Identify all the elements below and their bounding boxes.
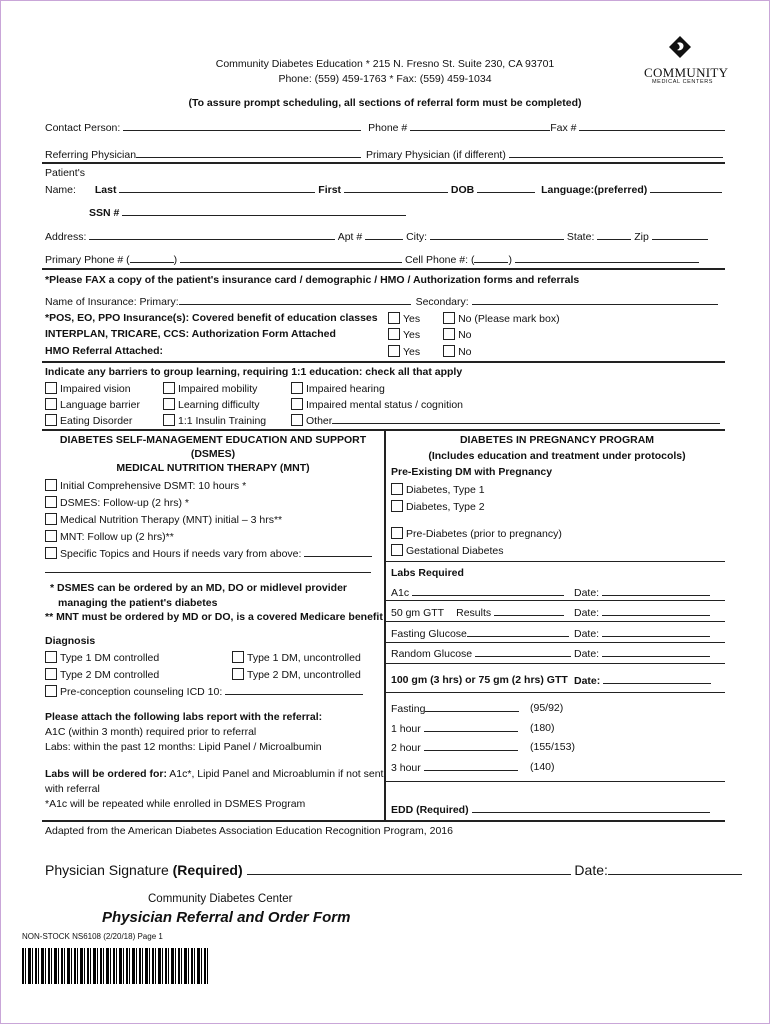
option-mnt-followup	[45, 530, 174, 543]
column-divider	[384, 429, 386, 821]
type2-label: Diabetes, Type 2	[406, 501, 485, 513]
specific-topics-line[interactable]	[45, 572, 371, 573]
dsmes-note: * DSMES can be ordered by an MD, DO or midlevel provider	[50, 582, 347, 594]
interplan-options	[388, 328, 472, 341]
fasting-glucose-field[interactable]	[467, 627, 569, 637]
cell-phone-label: Cell Phone #:	[404, 254, 469, 266]
hour3-field[interactable]	[424, 761, 518, 771]
logo-subtitle: MEDICAL CENTERS	[652, 79, 714, 85]
insurance-row	[45, 295, 718, 308]
hour1-field[interactable]	[424, 722, 518, 732]
fasting-glucose-label: Fasting Glucose	[391, 628, 467, 640]
gtt100-label: 100 gm (3 hrs) or 75 gm (2 hrs) GTT	[391, 674, 568, 686]
language-label: Language:(preferred)	[541, 184, 648, 196]
gtt-hour2-row	[391, 741, 518, 754]
logo-name: COMMUNITY	[644, 65, 729, 80]
a1c-date-field[interactable]	[602, 586, 710, 596]
barrier-insulin	[163, 414, 266, 427]
random-glucose-date	[574, 647, 710, 660]
random-glucose-field[interactable]	[475, 647, 571, 657]
first-label: First	[318, 184, 342, 196]
dx-type1-uncontrolled-label: Type 1 DM, uncontrolled	[247, 652, 361, 664]
mnt-followup-checkbox[interactable]	[45, 530, 57, 542]
zip-field[interactable]	[652, 230, 708, 240]
dx-type1-uncontrolled-checkbox[interactable]	[232, 651, 244, 663]
gtt50-results-field[interactable]	[494, 606, 564, 616]
primary-phone-field[interactable]	[180, 253, 402, 263]
gtt50-label: 50 gm GTT	[391, 607, 445, 619]
barrier-impaired-hearing	[291, 382, 385, 395]
divider	[386, 663, 725, 664]
impaired-mobility-checkbox[interactable]	[163, 382, 175, 394]
community-logo-icon	[668, 35, 692, 59]
phone-field[interactable]	[410, 121, 550, 131]
barrier-language	[45, 398, 140, 411]
mnt-title: MEDICAL NUTRITION THERAPY (MNT)	[116, 462, 310, 474]
labs-required-title: Labs Required	[391, 567, 464, 579]
impaired-hearing-label: Impaired hearing	[306, 383, 385, 395]
impaired-vision-checkbox[interactable]	[45, 382, 57, 394]
barrier-mental	[291, 398, 463, 411]
dsmes-followup-label: DSMES: Follow-up (2 hrs) *	[60, 497, 189, 509]
interplan-label: INTERPLAN, TRICARE, CCS: Authorization Form Attached	[45, 328, 336, 340]
other-checkbox[interactable]	[291, 414, 303, 426]
gtt-hour1-row	[391, 722, 518, 735]
hour2-value: (155/153)	[530, 741, 575, 753]
divider	[386, 621, 725, 622]
header-instruction: (To assure prompt scheduling, all sections of referral form must be completed)	[188, 97, 582, 109]
dx-type2-controlled	[45, 668, 159, 681]
insulin-training-checkbox[interactable]	[163, 414, 175, 426]
address-label: Address:	[45, 231, 87, 243]
diagnosis-title: Diagnosis	[45, 635, 96, 647]
phone-label: Phone #	[368, 122, 408, 134]
labs-ordered-cont: with referral	[45, 783, 100, 795]
fasting-glucose-row	[391, 627, 569, 640]
hmo-options	[388, 345, 472, 358]
form-title: Physician Referral and Order Form	[102, 909, 351, 926]
labs-ordered-label: Labs will be ordered for:	[45, 768, 167, 780]
option-dsmes-followup	[45, 496, 189, 509]
option-specific-topics	[45, 547, 372, 560]
signature-field[interactable]	[247, 863, 571, 875]
labs-ordered-text: A1c*, Lipid Panel and Microablumin if not sent	[166, 768, 384, 780]
ssn-row	[89, 206, 406, 219]
primary-physician-label: Primary Physician (if different)	[365, 149, 506, 161]
specific-topics-field[interactable]	[304, 547, 372, 557]
pregnancy-subtitle: (Includes education and treatment under protocols)	[428, 450, 686, 462]
other-label: Other	[306, 415, 333, 427]
initial-dsmt-checkbox[interactable]	[45, 479, 57, 491]
signature-row	[45, 862, 742, 878]
no-label: No	[458, 329, 472, 341]
gtt50-date	[574, 606, 710, 619]
header-phone: Phone: (559) 459-1763 * Fax: (559) 459-1034	[278, 73, 492, 85]
option-mnt-initial	[45, 513, 282, 526]
state-label: State:	[566, 231, 595, 243]
dsmes-followup-checkbox[interactable]	[45, 496, 57, 508]
pos-no-checkbox[interactable]	[443, 312, 455, 324]
barrier-impaired-mobility	[163, 382, 257, 395]
results-label: Results	[456, 607, 492, 619]
signature-date-field[interactable]	[608, 863, 742, 875]
type2-checkbox[interactable]	[391, 500, 403, 512]
date-label: Date:	[574, 648, 600, 660]
learning-difficulty-checkbox[interactable]	[163, 398, 175, 410]
impaired-mental-label: Impaired mental status / cognition	[306, 399, 463, 411]
impaired-mental-checkbox[interactable]	[291, 398, 303, 410]
hmo-label: HMO Referral Attached:	[45, 345, 164, 357]
a1c-field[interactable]	[412, 586, 564, 596]
yes-label: Yes	[403, 313, 421, 325]
hour3-label: 3 hour	[391, 762, 421, 774]
header-address: Community Diabetes Education * 215 N. Fresno St. Suite 230, CA 93701	[215, 58, 555, 70]
city-field[interactable]	[430, 230, 564, 240]
barrier-impaired-vision	[45, 382, 131, 395]
paren-close: )	[508, 254, 512, 266]
option-gestational	[391, 544, 503, 557]
gestational-checkbox[interactable]	[391, 544, 403, 556]
labs-a1c-note: A1C (within 3 month) required prior to referral	[45, 726, 257, 738]
hour1-value: (180)	[530, 722, 555, 734]
paren-close: )	[173, 254, 178, 266]
referring-physician-label: Referring Physician	[45, 149, 137, 161]
option-initial-dsmt	[45, 479, 246, 492]
contact-row	[45, 121, 725, 134]
phones-row	[45, 253, 699, 266]
city-label: City:	[406, 231, 428, 243]
date-label: Date:	[574, 587, 600, 599]
yes-label: Yes	[403, 329, 421, 341]
barrier-other	[291, 414, 720, 427]
divider	[386, 642, 725, 643]
a1c-repeat-note: *A1c will be repeated while enrolled in DSMES Program	[45, 798, 306, 810]
signature-label: Physician Signature	[45, 862, 169, 878]
option-type2	[391, 500, 485, 513]
hour2-field[interactable]	[424, 741, 518, 751]
gtt-fasting-row	[391, 702, 519, 715]
divider	[386, 781, 725, 782]
primary-physician-field[interactable]	[509, 148, 723, 158]
stock-number: NON-STOCK NS6108 (2/20/18) Page 1	[22, 932, 163, 941]
patient-label: Patient's	[45, 167, 85, 179]
hour1-label: 1 hour	[391, 723, 421, 735]
edd-field[interactable]	[472, 803, 710, 813]
hour2-label: 2 hour	[391, 742, 421, 754]
preexisting-title: Pre-Existing DM with Pregnancy	[391, 466, 553, 478]
labs-attach-title: Please attach the following labs report with the referral:	[45, 711, 323, 723]
adapted-note: Adapted from the American Diabetes Association Education Recognition Program, 2016	[45, 825, 453, 837]
dx-type2-controlled-checkbox[interactable]	[45, 668, 57, 680]
prediabetes-label: Pre-Diabetes (prior to pregnancy)	[406, 528, 562, 540]
labs-lipid-note: Labs: within the past 12 months: Lipid Panel / Microalbumin	[45, 741, 322, 753]
random-glucose-date-field[interactable]	[602, 647, 710, 657]
edd-row	[391, 803, 710, 816]
dsmes-note-cont: managing the patient's diabetes	[58, 597, 218, 609]
language-field[interactable]	[650, 183, 722, 193]
date-label: Date:	[574, 675, 601, 687]
dx-type1-controlled	[45, 651, 159, 664]
gtt100-date	[574, 674, 711, 687]
date-label: Date:	[574, 628, 600, 640]
specific-topics-label: Specific Topics and Hours if needs vary from above:	[60, 548, 302, 560]
divider	[386, 600, 725, 601]
dsmes-title: DIABETES SELF-MANAGEMENT EDUCATION AND SUPPORT	[59, 434, 367, 446]
pos-yes-checkbox[interactable]	[388, 312, 400, 324]
a1c-row	[391, 586, 564, 599]
gestational-label: Gestational Diabetes	[406, 545, 504, 557]
fasting-field[interactable]	[425, 702, 519, 712]
dx-preconception-label: Pre-conception counseling ICD 10:	[60, 686, 223, 698]
ssn-label: SSN #	[89, 207, 120, 219]
hmo-yes-checkbox[interactable]	[388, 345, 400, 357]
address-field[interactable]	[89, 230, 335, 240]
dx-type1-uncontrolled	[232, 651, 361, 664]
interplan-no-checkbox[interactable]	[443, 328, 455, 340]
insurance-secondary-field[interactable]	[472, 295, 718, 305]
hmo-no-checkbox[interactable]	[443, 345, 455, 357]
dx-type2-uncontrolled-checkbox[interactable]	[232, 668, 244, 680]
barcode	[22, 948, 210, 984]
language-barrier-label: Language barrier	[60, 399, 140, 411]
fax-label: Fax #	[550, 122, 577, 134]
fasting-value: (95/92)	[530, 702, 564, 714]
interplan-yes-checkbox[interactable]	[388, 328, 400, 340]
divider	[386, 561, 725, 562]
cell-area-code-field[interactable]	[474, 253, 508, 263]
yes-label: Yes	[403, 346, 421, 358]
gtt50-date-field[interactable]	[602, 606, 710, 616]
referring-row	[45, 148, 723, 161]
pos-label: *POS, EO, PPO Insurance(s): Covered benefit of education classes	[45, 312, 378, 324]
option-prediabetes	[391, 527, 562, 540]
patient-name-row	[45, 183, 722, 196]
barriers-title: Indicate any barriers to group learning, requiring 1:1 education: check all that apply	[45, 366, 463, 378]
no-label: No (Please mark box)	[458, 313, 560, 325]
apt-field[interactable]	[365, 230, 403, 240]
first-name-field[interactable]	[344, 183, 448, 193]
random-glucose-label: Random Glucose	[391, 648, 473, 660]
last-name-field[interactable]	[119, 183, 315, 193]
language-barrier-checkbox[interactable]	[45, 398, 57, 410]
impaired-mobility-label: Impaired mobility	[178, 383, 258, 395]
type1-checkbox[interactable]	[391, 483, 403, 495]
referring-physician-field[interactable]	[136, 148, 361, 158]
dob-field[interactable]	[477, 183, 535, 193]
dx-preconception	[45, 685, 363, 698]
signature-date-label: Date:	[574, 862, 608, 878]
mnt-initial-checkbox[interactable]	[45, 513, 57, 525]
insurance-primary-label: Name of Insurance: Primary:	[45, 296, 179, 308]
dsmes-subtitle: (DSMES)	[190, 448, 236, 460]
specific-topics-checkbox[interactable]	[45, 547, 57, 559]
zip-label: Zip	[634, 231, 649, 243]
contact-person-label: Contact Person:	[45, 122, 121, 134]
fasting-glucose-date	[574, 627, 710, 640]
impaired-vision-label: Impaired vision	[60, 383, 131, 395]
apt-label: Apt #	[337, 231, 363, 243]
dx-type2-uncontrolled-label: Type 2 DM, uncontrolled	[247, 669, 361, 681]
icd10-field[interactable]	[225, 685, 363, 695]
gtt100-date-field[interactable]	[603, 674, 711, 684]
type1-label: Diabetes, Type 1	[406, 484, 485, 496]
labs-ordered-row	[45, 768, 383, 780]
dx-preconception-checkbox[interactable]	[45, 685, 57, 697]
address-row	[45, 230, 708, 243]
no-label: No	[458, 346, 472, 358]
primary-phone-label: Primary Phone #	[45, 254, 124, 266]
divider	[42, 268, 725, 270]
gtt-hour3-row	[391, 761, 518, 774]
insulin-training-label: 1:1 Insulin Training	[178, 415, 267, 427]
insurance-primary-field[interactable]	[179, 295, 411, 305]
mnt-note: ** MNT must be ordered by MD or DO, is a covered Medicare benefit	[45, 611, 383, 623]
fax-field[interactable]	[579, 121, 725, 131]
other-field[interactable]	[332, 414, 720, 424]
dx-type2-controlled-label: Type 2 DM controlled	[60, 669, 160, 681]
dob-label: DOB	[450, 184, 475, 196]
ssn-field[interactable]	[122, 206, 406, 216]
dx-type2-uncontrolled	[232, 668, 361, 681]
impaired-hearing-checkbox[interactable]	[291, 382, 303, 394]
center-name: Community Diabetes Center	[148, 893, 293, 905]
date-label: Date:	[574, 607, 600, 619]
dx-type1-controlled-label: Type 1 DM controlled	[60, 652, 160, 664]
mnt-initial-label: Medical Nutrition Therapy (MNT) initial – 3 hrs**	[60, 514, 283, 526]
fasting-glucose-date-field[interactable]	[602, 627, 710, 637]
eating-disorder-checkbox[interactable]	[45, 414, 57, 426]
random-glucose-row	[391, 647, 571, 660]
divider	[42, 162, 725, 164]
option-type1	[391, 483, 485, 496]
divider	[386, 692, 725, 693]
learning-difficulty-label: Learning difficulty	[178, 399, 260, 411]
signature-required: (Required)	[172, 862, 243, 878]
divider	[42, 820, 725, 822]
insurance-secondary-label: Secondary:	[415, 296, 469, 308]
name-label: Name:	[45, 184, 76, 196]
a1c-label: A1c	[391, 587, 410, 599]
last-label: Last	[94, 184, 117, 196]
paren-open: (	[126, 254, 130, 266]
gtt50-row	[391, 606, 564, 619]
a1c-date	[574, 586, 710, 599]
hour3-value: (140)	[530, 761, 555, 773]
fax-note: *Please FAX a copy of the patient's insurance card / demographic / HMO / Authorization forms and referrals	[45, 274, 580, 286]
contact-person-field[interactable]	[123, 121, 361, 131]
paren-open: (	[470, 254, 475, 266]
pos-options	[388, 312, 560, 325]
divider	[42, 361, 725, 363]
prediabetes-checkbox[interactable]	[391, 527, 403, 539]
barrier-learning	[163, 398, 260, 411]
primary-area-code-field[interactable]	[130, 253, 174, 263]
fasting-label: Fasting	[391, 703, 426, 715]
eating-disorder-label: Eating Disorder	[60, 415, 133, 427]
pregnancy-title: DIABETES IN PREGNANCY PROGRAM	[459, 434, 655, 446]
state-field[interactable]	[597, 230, 631, 240]
barrier-eating	[45, 414, 132, 427]
initial-dsmt-label: Initial Comprehensive DSMT: 10 hours *	[60, 480, 247, 492]
edd-label: EDD (Required)	[391, 804, 469, 816]
mnt-followup-label: MNT: Follow up (2 hrs)**	[60, 531, 174, 543]
cell-phone-field[interactable]	[515, 253, 699, 263]
dx-type1-controlled-checkbox[interactable]	[45, 651, 57, 663]
